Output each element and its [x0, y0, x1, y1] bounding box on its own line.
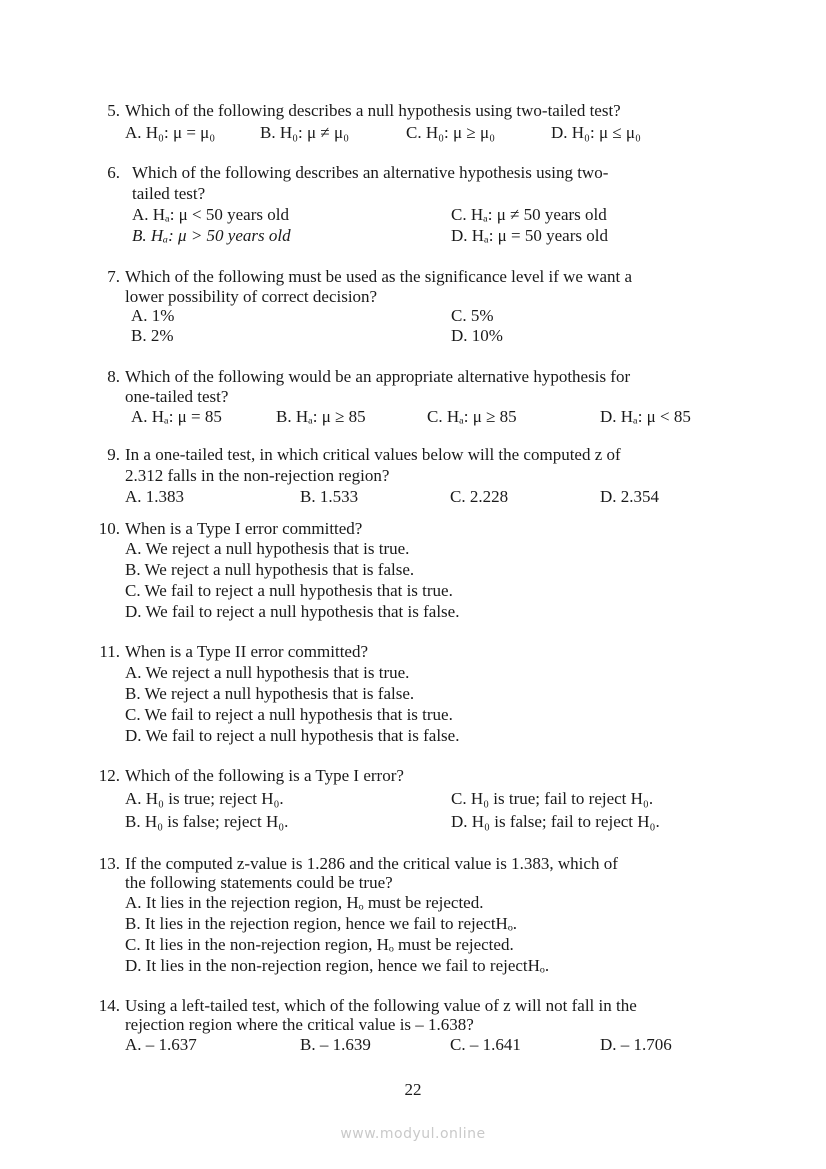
- option-b: B. We reject a null hypothesis that is false.: [125, 560, 415, 579]
- option-b: B. We reject a null hypothesis that is false.: [125, 684, 415, 703]
- option-c: C. H₀: μ ≥ μ₀: [406, 123, 496, 142]
- question-stem: Which of the following is a Type I error?: [125, 766, 404, 785]
- question-stem: If the computed z-value is 1.286 and the critical value is 1.383, which of: [125, 854, 618, 873]
- question-number: 13.: [98, 854, 120, 873]
- option-d: D. Hₐ: μ = 50 years old: [451, 226, 608, 245]
- option-a: A. It lies in the rejection region, Hₒ must be rejected.: [125, 893, 484, 912]
- option-b: B. 2%: [131, 326, 174, 345]
- option-b: B. It lies in the rejection region, hence we fail to rejectHₒ.: [125, 914, 517, 933]
- question-stem: Using a left-tailed test, which of the following value of z will not fall in the: [125, 996, 637, 1015]
- option-c: C. Hₐ: μ ≥ 85: [427, 407, 517, 426]
- question-number: 8.: [107, 367, 120, 386]
- question-number: 11.: [99, 642, 120, 661]
- option-a: A. 1%: [131, 306, 175, 325]
- option-a: A. H₀: μ = μ₀: [125, 123, 216, 142]
- question-stem: one-tailed test?: [125, 387, 229, 406]
- option-d: D. 10%: [451, 326, 503, 345]
- question-stem: In a one-tailed test, in which critical values below will the computed z of: [125, 445, 621, 464]
- question-stem: Which of the following describes a null hypothesis using two-tailed test?: [125, 101, 621, 120]
- option-b: B. Hₐ: μ ≥ 85: [276, 407, 366, 426]
- question-stem: When is a Type II error committed?: [125, 642, 369, 661]
- option-c: C. 2.228: [450, 487, 509, 506]
- option-c: C. We fail to reject a null hypothesis that is true.: [125, 581, 453, 600]
- option-d: D. 2.354: [600, 487, 660, 506]
- option-a: A. Hₐ: μ < 50 years old: [132, 205, 289, 224]
- question-stem: lower possibility of correct decision?: [125, 287, 378, 306]
- option-d: D. Hₐ: μ < 85: [600, 407, 691, 426]
- option-d: D. It lies in the non-rejection region, hence we fail to rejectHₒ.: [125, 956, 550, 975]
- option-b: B. Hₐ: μ > 50 years old: [132, 226, 291, 245]
- question-number: 5.: [107, 101, 120, 120]
- watermark: www.modyul.online: [340, 1126, 486, 1142]
- option-c: C. It lies in the non-rejection region, Hₒ must be rejected.: [125, 935, 514, 954]
- option-c: C. – 1.641: [450, 1035, 521, 1054]
- option-d: D. H₀: μ ≤ μ₀: [551, 123, 641, 142]
- option-c: C. Hₐ: μ ≠ 50 years old: [451, 205, 607, 224]
- question-stem: Which of the following would be an appropriate alternative hypothesis for: [125, 367, 631, 386]
- option-b: B. – 1.639: [300, 1035, 371, 1054]
- question-stem: When is a Type I error committed?: [125, 519, 363, 538]
- option-a: A. H₀ is true; reject H₀.: [125, 789, 284, 808]
- option-d: D. We fail to reject a null hypothesis that is false.: [125, 602, 460, 621]
- option-d: D. – 1.706: [600, 1035, 672, 1054]
- option-d: D. H₀ is false; fail to reject H₀.: [451, 812, 660, 831]
- option-b: B. 1.533: [300, 487, 359, 506]
- question-stem: tailed test?: [132, 184, 206, 203]
- option-a: A. 1.383: [125, 487, 185, 506]
- option-c: C. We fail to reject a null hypothesis that is true.: [125, 705, 453, 724]
- option-a: A. Hₐ: μ = 85: [131, 407, 222, 426]
- option-c: C. 5%: [451, 306, 494, 325]
- question-number: 10.: [98, 519, 120, 538]
- question-stem: rejection region where the critical value is – 1.638?: [125, 1015, 474, 1034]
- option-a: A. We reject a null hypothesis that is true.: [125, 663, 410, 682]
- question-number: 12.: [98, 766, 120, 785]
- question-stem: 2.312 falls in the non-rejection region?: [125, 466, 390, 485]
- question-number: 14.: [98, 996, 120, 1015]
- option-a: A. We reject a null hypothesis that is true.: [125, 539, 410, 558]
- question-stem: the following statements could be true?: [125, 873, 393, 892]
- question-stem: Which of the following describes an alternative hypothesis using two-: [132, 163, 609, 182]
- question-stem: Which of the following must be used as the significance level if we want a: [125, 267, 633, 286]
- question-number: 6.: [107, 163, 120, 182]
- question-number: 9.: [107, 445, 120, 464]
- option-b: B. H₀ is false; reject H₀.: [125, 812, 289, 831]
- question-number: 7.: [107, 267, 120, 286]
- option-a: A. – 1.637: [125, 1035, 197, 1054]
- option-d: D. We fail to reject a null hypothesis that is false.: [125, 726, 460, 745]
- option-b: B. H₀: μ ≠ μ₀: [260, 123, 350, 142]
- page-number: 22: [404, 1080, 422, 1099]
- option-c: C. H₀ is true; fail to reject H₀.: [451, 789, 654, 808]
